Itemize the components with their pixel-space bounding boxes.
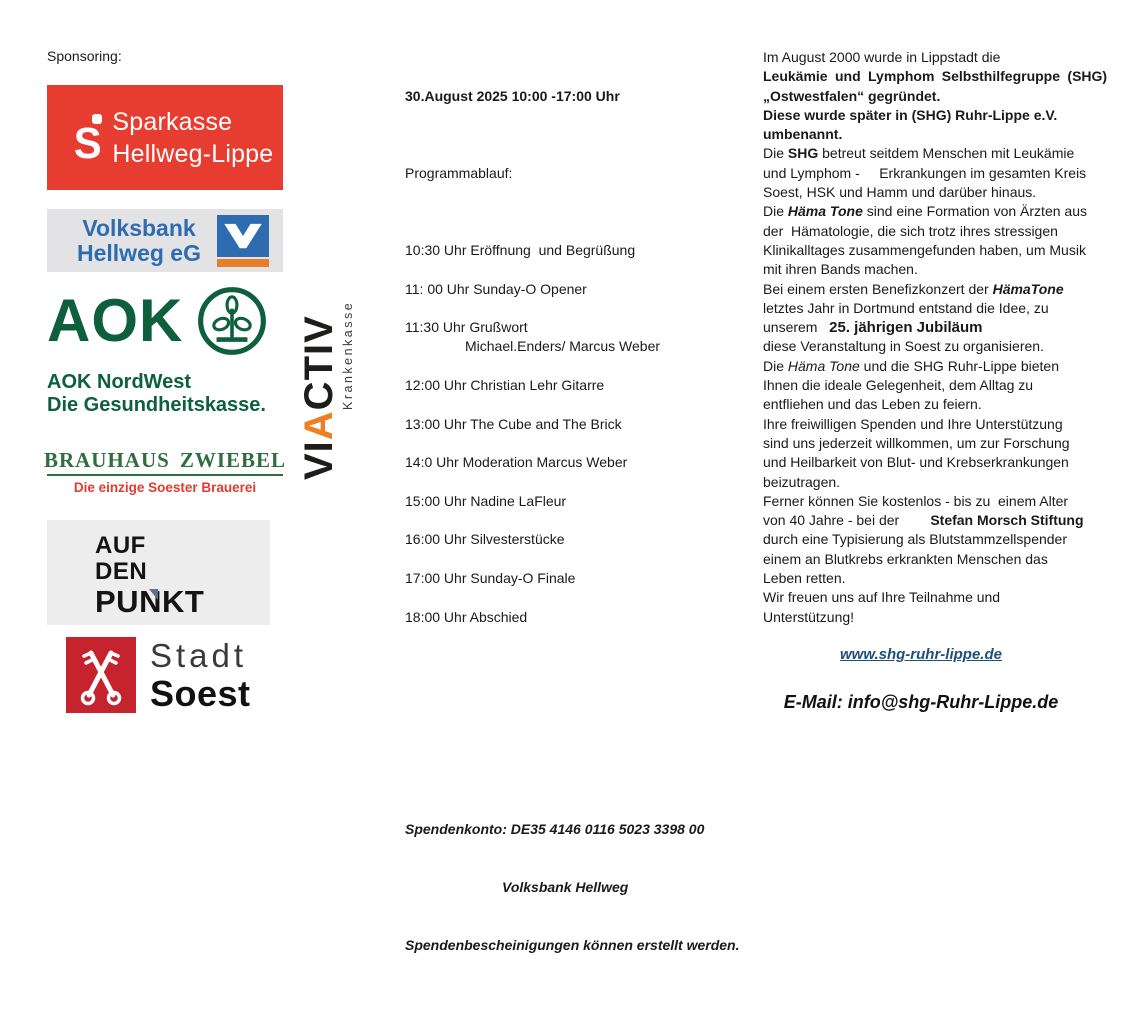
- soest-wordmark: Stadt Soest: [150, 637, 251, 714]
- about-line: unserem 25. jährigen Jubiläum: [763, 319, 983, 337]
- about-line: sind uns jederzeit willkommen, um zur Forschung: [763, 434, 1070, 451]
- about-column: [763, 48, 1108, 713]
- about-line: Klinikalltages zusammengefunden haben, um Musik: [763, 241, 1086, 258]
- donation-info: [405, 781, 740, 993]
- brauhaus-subtitle: Die einzige Soester Brauerei: [73, 480, 257, 495]
- stadt-soest-logo: [66, 637, 251, 713]
- about-line: Leukämie und Lymphom Selbsthilfegruppe (SHG): [763, 68, 1108, 85]
- program-list: [405, 241, 740, 627]
- aok-wordmark: AOK: [47, 287, 184, 354]
- about-line: Wir freuen uns auf Ihre Teilnahme und: [763, 589, 1001, 606]
- program-column: [405, 48, 740, 1032]
- about-line: Bei einem ersten Benefizkonzert der HämaTone: [763, 280, 1064, 297]
- about-line: Ihnen die ideale Gelegenheit, dem Alltag zu: [763, 377, 1034, 394]
- program-heading: Programmablauf:: [405, 164, 513, 181]
- about-line: Ferner können Sie kostenlos - bis zu einem Alter: [763, 492, 1069, 509]
- about-line: Im August 2000 wurde in Lippstadt die: [763, 49, 1001, 65]
- about-line: diese Veranstaltung in Soest zu organisieren.: [763, 338, 1044, 355]
- about-line: Soest, HSK und Hamm und darüber hinaus.: [763, 184, 1037, 201]
- about-line: beizutragen.: [763, 473, 841, 490]
- viactiv-logo: VIACTIV: [297, 315, 341, 480]
- about-line: mit ihren Bands machen.: [763, 261, 918, 278]
- website-link[interactable]: www.shg-ruhr-lippe.de: [840, 645, 1002, 663]
- program-item: 18:00 Uhr Abschied: [405, 608, 528, 625]
- program-item: 14:0 Uhr Moderation Marcus Weber: [405, 454, 628, 471]
- about-line: umbenannt.: [763, 126, 843, 143]
- program-item: 10:30 Uhr Eröffnung und Begrüßung: [405, 241, 636, 258]
- about-line: Die SHG betreut seitdem Menschen mit Leukämie: [763, 145, 1075, 162]
- stylized-n: N: [139, 584, 162, 619]
- program-item: 15:00 Uhr Nadine LaFleur: [405, 492, 567, 509]
- about-line: und Heilbarkeit von Blut- und Krebserkrankungen: [763, 454, 1069, 471]
- auf-den-punkt-logo: AUF DEN PUNKT: [47, 520, 270, 625]
- sparkasse-logo: [47, 85, 283, 190]
- soest-keys-icon: [66, 637, 136, 713]
- program-item: 12:00 Uhr Christian Lehr Gitarre: [405, 377, 605, 394]
- aok-sapling-icon: [195, 284, 269, 358]
- volksbank-v-icon: [217, 215, 269, 267]
- about-line: der Hämatologie, die sich trotz ihres stressigen: [763, 222, 1058, 239]
- program-item: 11:30 Uhr Grußwort Michael.Enders/ Marcus Weber: [405, 319, 661, 355]
- about-line: Diese wurde später in (SHG) Ruhr-Lippe e.V.: [763, 106, 1058, 123]
- volksbank-wordmark: Volksbank Hellweg eG: [77, 214, 201, 266]
- email-text: E-Mail: info@shg-Ruhr-Lippe.de: [783, 692, 1059, 713]
- aok-logo: [47, 281, 283, 417]
- about-lines: [763, 48, 1108, 627]
- sparkasse-s-icon: S: [73, 110, 102, 166]
- about-line: einem an Blutkrebs erkrankten Menschen das: [763, 550, 1048, 567]
- viactiv-subtitle: Krankenkasse: [341, 300, 355, 410]
- sparkasse-wordmark: Sparkasse Hellweg-Lippe: [112, 107, 274, 168]
- about-line: Ihre freiwilligen Spenden und Ihre Unterstützung: [763, 415, 1063, 432]
- about-line: von 40 Jahre - bei der Stefan Morsch Stiftung: [763, 512, 1084, 529]
- about-line: Die Häma Tone sind eine Formation von Ärzten aus: [763, 203, 1087, 220]
- program-item: 11: 00 Uhr Sunday-O Opener: [405, 280, 587, 297]
- aok-subtitle: AOK NordWest Die Gesundheitskasse.: [47, 371, 266, 416]
- volksbank-logo: [47, 209, 283, 272]
- about-line: letztes Jahr in Dortmund entstand die Idee, zu: [763, 299, 1049, 316]
- program-item: 16:00 Uhr Silvesterstücke: [405, 531, 565, 548]
- donation-receipt-note: Spendenbescheinigungen können erstellt werden.: [405, 936, 740, 953]
- sponsoring-label: Sponsoring:: [47, 48, 122, 64]
- about-line: entfliehen und das Leben zu feiern.: [763, 396, 982, 413]
- about-line: Unterstützung!: [763, 608, 855, 625]
- donation-bank: Volksbank Hellweg: [502, 878, 629, 895]
- about-line: und Lymphom - Erkrankungen im gesamten Kreis: [763, 164, 1087, 181]
- brauhaus-zwiebel-logo: BRAUHAUS ZWIEBEL Die einzige Soester Brauerei: [47, 442, 283, 495]
- about-line: durch eine Typisierung als Blutstammzellspender: [763, 531, 1068, 548]
- program-item: 13:00 Uhr The Cube and The Brick: [405, 415, 622, 432]
- program-item: 17:00 Uhr Sunday-O Finale: [405, 570, 576, 587]
- donation-account: Spendenkonto: DE35 4146 0116 5023 3398 00: [405, 821, 705, 838]
- about-line: Die Häma Tone und die SHG Ruhr-Lippe bieten: [763, 357, 1059, 374]
- event-date: 30.August 2025 10:00 -17:00 Uhr: [405, 87, 620, 104]
- about-line: „Ostwestfalen“ gegründet.: [763, 87, 941, 104]
- about-line: Leben retten.: [763, 570, 846, 587]
